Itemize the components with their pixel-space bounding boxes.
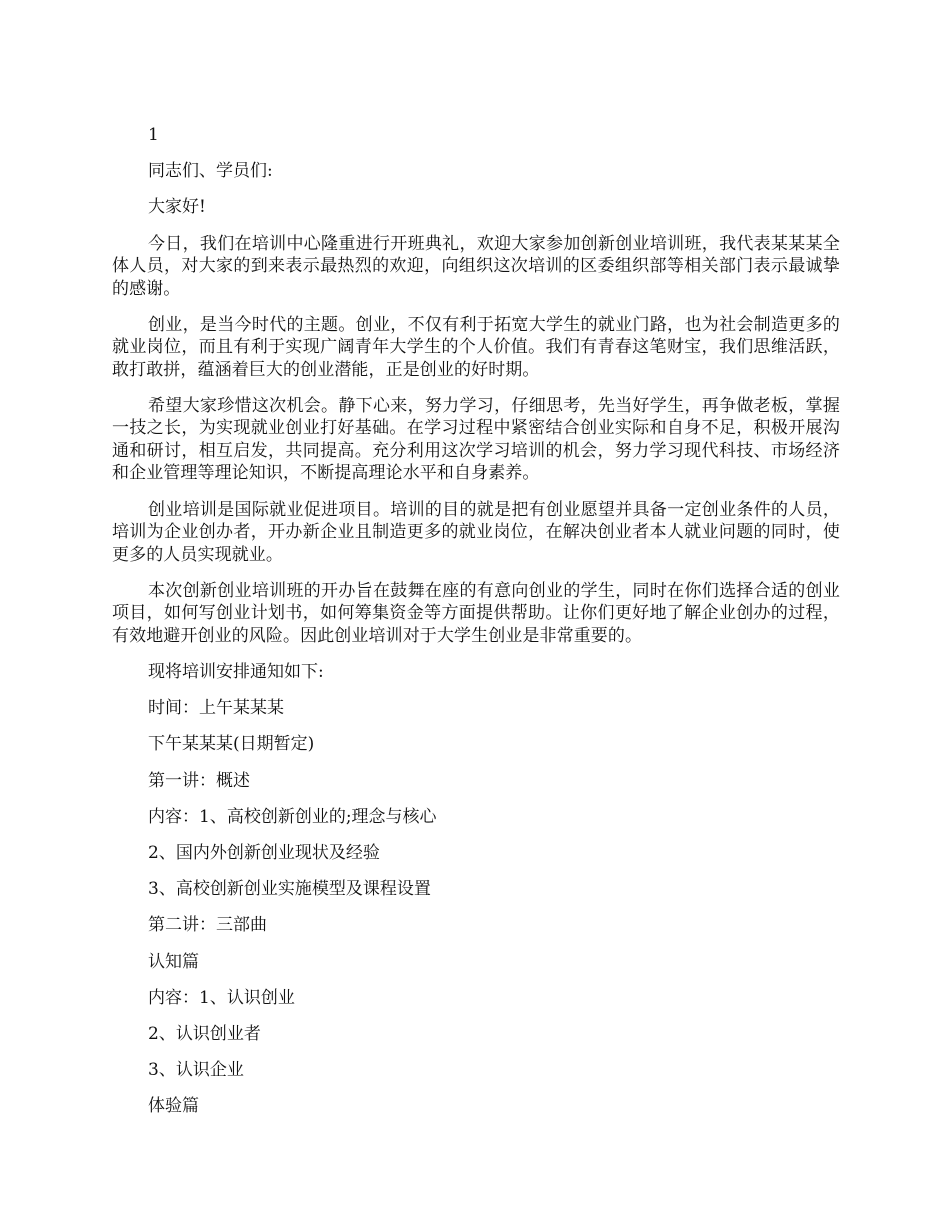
lecture-2-title: 第二讲：三部曲 [148,915,267,936]
cognition-content-1: 内容：1、认识创业 [148,987,295,1008]
salutation: 同志们、学员们: [148,161,273,182]
schedule-time-morning: 时间：上午某某某 [148,698,284,719]
document-page [112,124,840,1131]
lecture-1-content-3: 3、高校创新创业实施模型及课程设置 [148,879,431,900]
cognition-content-2: 2、认识创业者 [148,1023,261,1044]
paragraph-opening: 今日，我们在培训中心隆重进行开班典礼，欢迎大家参加创新创业培训班，我代表某某某全体人员，对大家的到来表示最热烈的欢迎，向组织这次培训的区委组织部等相关部门表示最诚挚的感谢。 [112,233,840,299]
cognition-content-3: 3、认识企业 [148,1060,244,1081]
section-experience: 体验篇 [148,1096,199,1117]
schedule-intro: 现将培训安排通知如下: [148,662,324,682]
paragraph-entrepreneurship-theme: 创业，是当今时代的主题。创业，不仅有利于拓宽大学生的就业门路，也为社会制造更多的就业岗位，而且有利于实现广阔青年大学生的个人价值。我们有青春这笔财宝，我们思维活跃，敢打敢拼，蕴涵着巨大的创业潜能，正是创业的好时期。 [112,314,840,380]
greeting: 大家好! [148,197,206,218]
page-number: 1 [148,125,159,145]
lecture-1-title: 第一讲：概述 [148,770,250,791]
paragraph-cherish-opportunity: 希望大家珍惜这次机会。静下心来，努力学习，仔细思考，先当好学生，再争做老板，掌握一技之长，为实现就业创业打好基础。在学习过程中紧密结合创业实际和自身不足，积极开展沟通和研讨，相互启发，共同提高。充分利用这次学习培训的机会，努力学习现代科技、市场经济和企业管理等理论知识，不断提高理论水平和自身素养。 [112,395,840,484]
schedule-time-afternoon: 下午某某某(日期暂定) [148,734,315,755]
lecture-1-content-2: 2、国内外创新创业现状及经验 [148,842,380,863]
paragraph-course-aim: 本次创新创业培训班的开办旨在鼓舞在座的有意向创业的学生，同时在你们选择合适的创业项目，如何写创业计划书，如何筹集资金等方面提供帮助。让你们更好地了解企业创办的过程，有效地避开创业的风险。因此创业培训对于大学生创业是非常重要的。 [112,580,840,646]
paragraph-training-purpose: 创业培训是国际就业促进项目。培训的目的就是把有创业愿望并具备一定创业条件的人员，培训为企业创办者，开办新企业且制造更多的就业岗位，在解决创业者本人就业问题的同时，使更多的人员实现就业。 [112,499,840,565]
section-cognition: 认知篇 [148,951,199,972]
lecture-1-content-1: 内容：1、高校创新创业的;理念与核心 [148,806,437,827]
